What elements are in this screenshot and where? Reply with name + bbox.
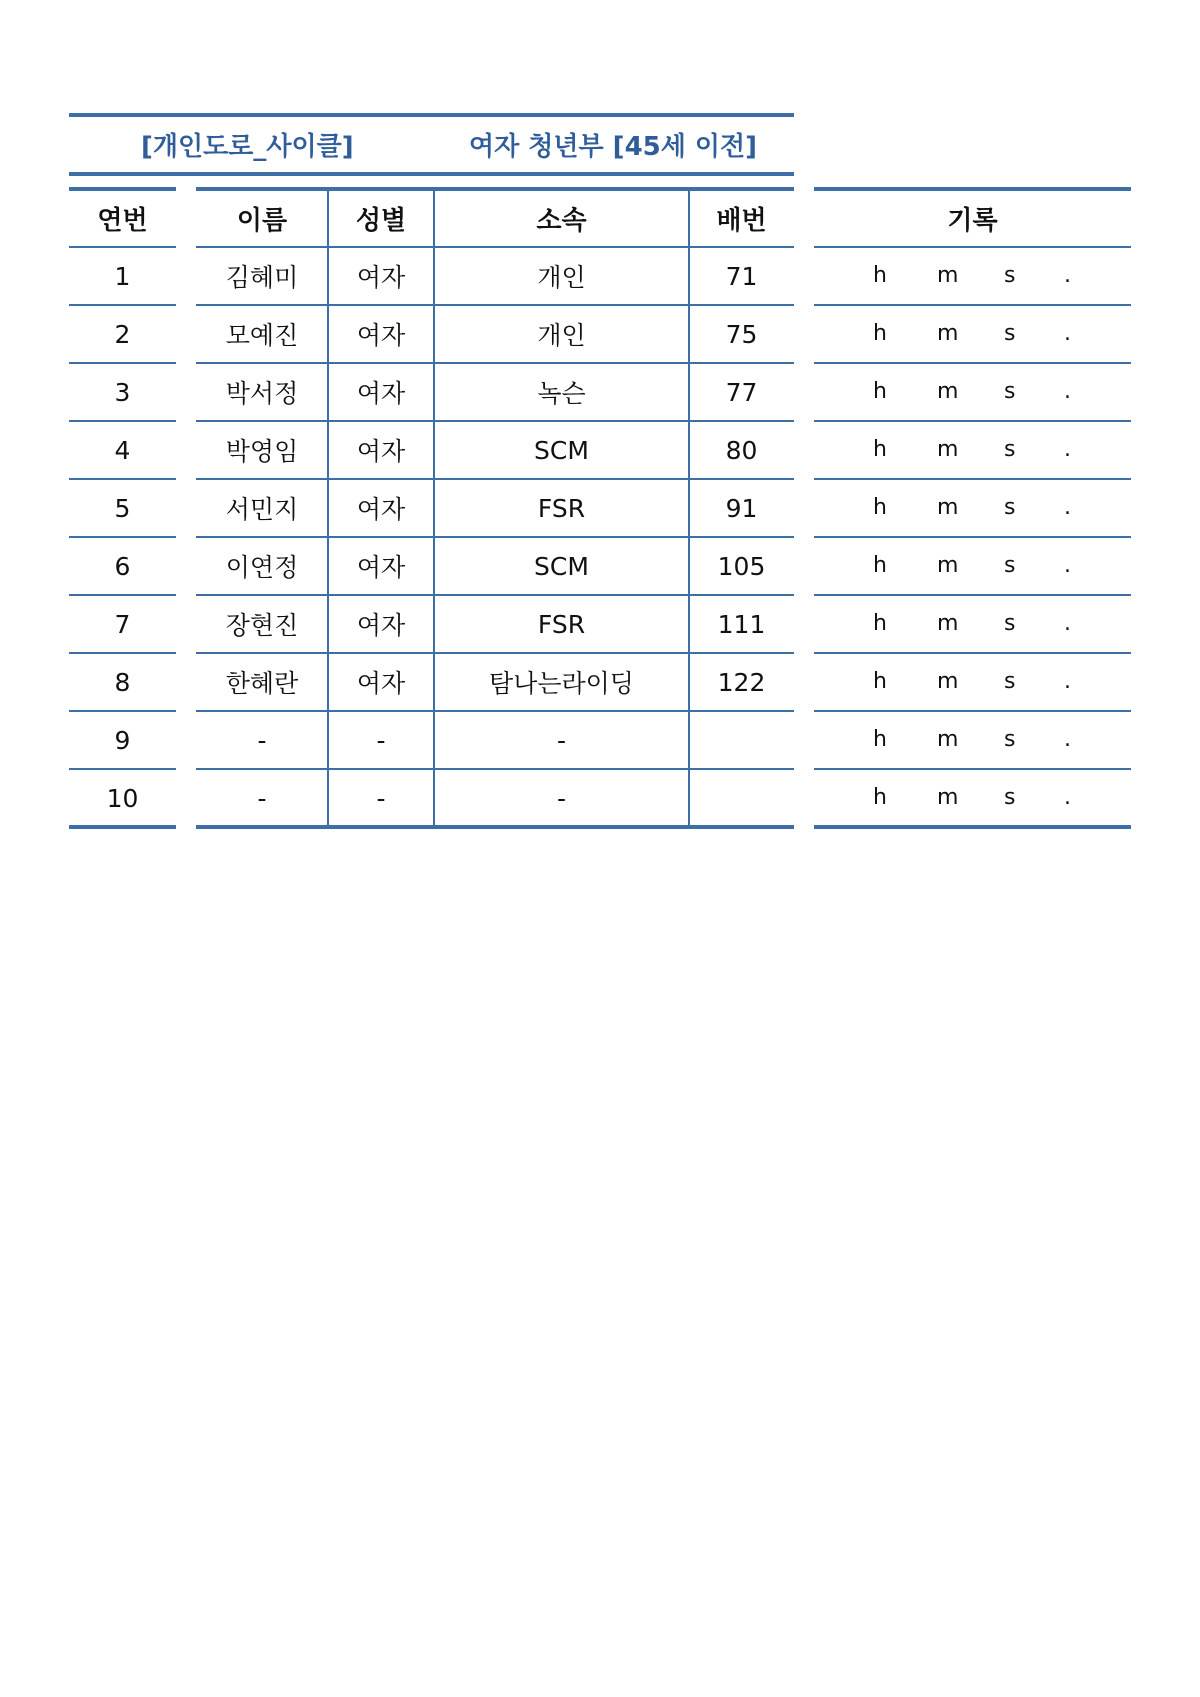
record-unit-dot: . [1064, 785, 1071, 810]
cell-name: 장현진 [225, 611, 299, 640]
cell-team: - [556, 783, 567, 813]
cell-bib: 122 [717, 667, 766, 697]
record-unit-dot: . [1064, 495, 1071, 520]
cell-bib: 75 [725, 319, 758, 349]
cell-no: 4 [114, 435, 131, 465]
cell-no: 6 [114, 551, 131, 581]
record-unit-h: h [873, 611, 887, 636]
record-unit-s: s [1004, 727, 1016, 752]
cell-gender: 여자 [356, 321, 406, 350]
cell-bib: 77 [725, 377, 758, 407]
record-unit-m: m [937, 669, 959, 694]
cell-team: FSR [537, 609, 586, 639]
cell-bib: 111 [717, 609, 766, 639]
cell-no: 9 [114, 725, 131, 755]
record-unit-h: h [873, 785, 887, 810]
cell-no: 8 [114, 667, 131, 697]
cell-no: 2 [114, 319, 131, 349]
record-unit-s: s [1004, 495, 1016, 520]
header-name: 이름 [236, 205, 288, 236]
record-unit-m: m [937, 321, 959, 346]
record-unit-dot: . [1064, 553, 1071, 578]
cell-bib: 71 [725, 261, 758, 291]
header-gender: 성별 [355, 205, 407, 236]
cell-team: FSR [537, 493, 586, 523]
row-divider [814, 594, 1131, 596]
cell-name: 한혜란 [225, 669, 299, 698]
record-unit-h: h [873, 437, 887, 462]
cell-team: 개인 [537, 321, 586, 350]
cell-no: 10 [106, 783, 139, 813]
title-top-rule [69, 113, 794, 117]
header-record: 기록 [947, 205, 998, 236]
record-unit-dot: . [1064, 611, 1071, 636]
cell-gender: 여자 [356, 437, 406, 466]
record-unit-m: m [937, 263, 959, 288]
cell-name: 박서정 [225, 379, 299, 408]
cell-name: 박영임 [225, 437, 299, 466]
cell-name: 이연정 [225, 553, 299, 582]
cell-no: 5 [114, 493, 131, 523]
cell-team: 개인 [537, 263, 586, 292]
record-unit-dot: . [1064, 437, 1071, 462]
cell-gender: - [376, 725, 386, 755]
cell-name: 서민지 [225, 495, 299, 524]
cell-name: 모예진 [225, 321, 299, 350]
cell-team: SCM [534, 435, 589, 465]
record-unit-m: m [937, 727, 959, 752]
cell-gender: 여자 [356, 263, 406, 292]
record-unit-dot: . [1064, 263, 1071, 288]
cell-team: 탐나는라이딩 [489, 669, 634, 698]
record-unit-h: h [873, 669, 887, 694]
record-unit-m: m [937, 437, 959, 462]
record-unit-m: m [937, 611, 959, 636]
record-unit-s: s [1004, 379, 1016, 404]
record-unit-h: h [873, 321, 887, 346]
record-unit-m: m [937, 785, 959, 810]
record-unit-h: h [873, 495, 887, 520]
record-unit-dot: . [1064, 727, 1071, 752]
title-block [69, 113, 794, 176]
record-unit-s: s [1004, 785, 1016, 810]
header-no: 연번 [97, 205, 148, 236]
cell-bib [689, 769, 794, 827]
cell-gender: 여자 [356, 379, 406, 408]
cell-name: - [257, 783, 267, 813]
cell-no: 7 [114, 609, 131, 639]
cell-gender: 여자 [356, 611, 406, 640]
record-unit-m: m [937, 379, 959, 404]
record-unit-s: s [1004, 553, 1016, 578]
cell-team: SCM [534, 551, 589, 581]
row-divider [814, 652, 1131, 654]
record-unit-h: h [873, 727, 887, 752]
cell-name: - [257, 725, 267, 755]
record-unit-s: s [1004, 437, 1016, 462]
cell-bib: 80 [725, 435, 758, 465]
record-unit-s: s [1004, 669, 1016, 694]
record-unit-m: m [937, 495, 959, 520]
cell-gender: 여자 [356, 495, 406, 524]
cell-bib: 91 [725, 493, 758, 523]
header-bib: 배번 [716, 205, 767, 236]
cell-team: 녹슨 [537, 379, 586, 408]
row-divider [814, 362, 1131, 364]
record-unit-h: h [873, 553, 887, 578]
record-unit-s: s [1004, 321, 1016, 346]
cell-bib [689, 711, 794, 769]
cell-name: 김혜미 [225, 263, 299, 292]
cell-gender: 여자 [356, 553, 406, 582]
row-divider [814, 304, 1131, 306]
record-unit-h: h [873, 263, 887, 288]
record-unit-dot: . [1064, 669, 1071, 694]
cell-gender: - [376, 783, 386, 813]
cell-gender: 여자 [356, 669, 406, 698]
header-team: 소속 [536, 205, 587, 236]
cell-bib: 105 [717, 551, 766, 581]
record-unit-m: m [937, 553, 959, 578]
record-unit-s: s [1004, 611, 1016, 636]
row-divider [814, 768, 1131, 770]
record-unit-dot: . [1064, 321, 1071, 346]
division-title: 여자 청년부 [45세 이전] [469, 132, 758, 162]
row-divider [814, 536, 1131, 538]
row-divider [814, 420, 1131, 422]
row-divider [814, 710, 1131, 712]
title-bottom-rule [69, 172, 794, 176]
event-title: [개인도로_사이클] [141, 132, 354, 162]
record-unit-dot: . [1064, 379, 1071, 404]
cell-no: 3 [114, 377, 131, 407]
record-unit-h: h [873, 379, 887, 404]
record-unit-s: s [1004, 263, 1016, 288]
cell-no: 1 [114, 261, 131, 291]
table-bottom-rule [814, 825, 1131, 829]
row-divider [814, 478, 1131, 480]
cell-team: - [556, 725, 567, 755]
